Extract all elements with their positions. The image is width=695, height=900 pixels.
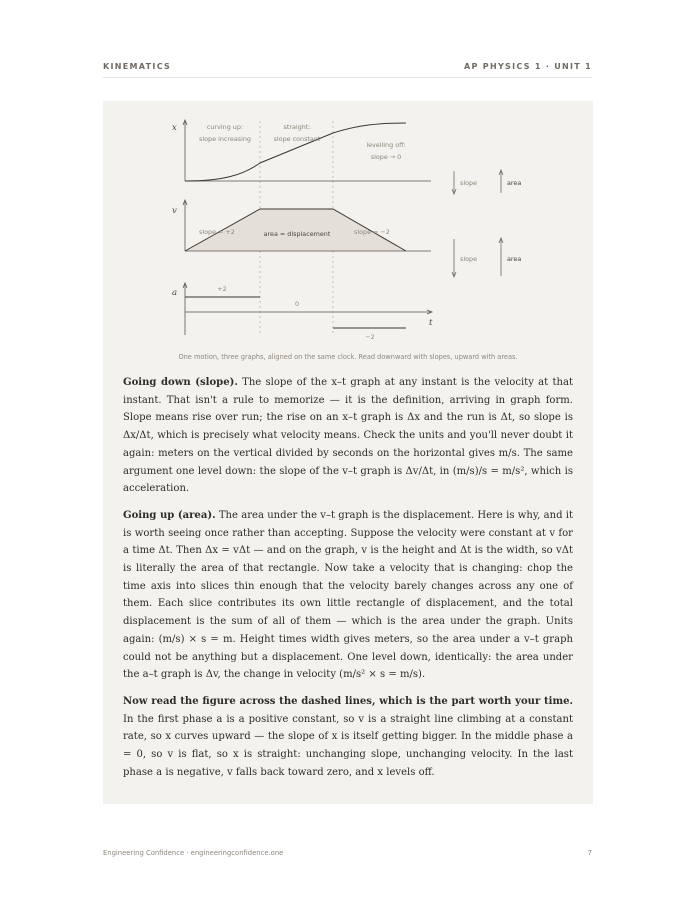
t-axis-label: t (429, 318, 433, 328)
figure-caption: One motion, three graphs, aligned on the same clock. Read downward with slopes, upward with areas. (178, 353, 518, 361)
paragraph-area-lead: Going up (area). (123, 509, 216, 521)
paragraph-slope-lead: Going down (slope). (123, 377, 238, 388)
footer-source: Engineering Confidence · engineeringconfidence.one (103, 849, 284, 857)
paragraph-phases-text: In the first phase a is a positive constant, so v is a straight line climbing at a constant rate, so x curves upward — the slope of x is itself getting bigger. In the middle phase a = 0, so v is flat, so x is straight: unchanging slope, unchanging velocity. In the last phase a is negative, v falls back toward zero, and x levels off. (123, 713, 573, 778)
v-right-slope-label: slope = −2 (354, 228, 390, 236)
paragraph-area-text: The area under the v–t graph is the displacement. Here is why, and it is worth seeing once rather than accepting. Suppose the velocity were constant at v for a time Δt. Then Δx = vΔt — and on the graph, v is the height and Δt is the width, so vΔt is literally the area of that rectangle. Now take a velocity that is changing: chop the time axis into slices thin enough that the velocity barely changes across any one of them. Each slice contributes its own little rectangle of displacement, and the total displacement is the sum of all of them — which is the area under the graph. Units again: (m/s) × s = m. Height times width gives meters, so the area under a v–t graph could not be anything but a displacement. One level down, identically: the area under the a–t graph is Δv, the change in velocity (m/s² × s = m/s). (123, 509, 573, 681)
x-phase3-label-line2: slope → 0 (370, 153, 402, 161)
page-number: 7 (587, 849, 592, 857)
v-left-slope-label: slope = +2 (199, 228, 235, 236)
slope-arrow-label-1: slope (460, 179, 478, 187)
x-phase2-label-line2: slope constant (273, 135, 321, 143)
page-footer (103, 849, 592, 857)
x-position-curve (185, 123, 406, 181)
header-rule (103, 77, 592, 78)
a-phase1-value: +2 (217, 285, 227, 293)
a-axis-label: a (172, 288, 178, 298)
v-axis-label: v (172, 206, 177, 216)
x-axis-label: x (172, 123, 177, 133)
header-section-title: KINEMATICS (103, 62, 172, 71)
body-text (123, 374, 573, 790)
area-arrow-label-2: area (507, 255, 522, 263)
a-phase3-value: −2 (365, 333, 375, 341)
area-arrow-label-1: area (507, 179, 522, 187)
x-phase3-label-line1: levelling off: (366, 141, 406, 149)
x-phase1-label-line2: slope increasing (199, 135, 251, 143)
slope-arrow-label-2: slope (460, 255, 478, 263)
a-phase2-value: 0 (294, 300, 300, 308)
x-phase2-label-line1: straight: (283, 123, 311, 131)
figure-panel (103, 101, 593, 804)
kinematics-figure (103, 101, 593, 371)
paragraph-slope (123, 374, 573, 498)
paragraph-area (123, 507, 573, 684)
header-course-title: AP PHYSICS 1 · UNIT 1 (464, 62, 592, 71)
v-area-label: area = displacement (263, 230, 331, 238)
paragraph-phases-lead: Now read the figure across the dashed lines, which is the part worth your time. (123, 695, 573, 707)
paragraph-slope-text: The slope of the x–t graph at any instant is the velocity at that instant. That isn't a rule to memorize — it is the definition, arriving in graph form. Slope means rise over run; the rise on an x–t graph is Δx and the run is Δt, so slope is Δx/Δt, which is precisely what velocity means. Check the units and you'll never doubt it again: meters on the vertical divided by seconds on the horizontal gives m/s. The same argument one level down: the slope of the v–t graph is Δv/Δt, in (m/s)/s = m/s², which is acceleration. (123, 377, 573, 495)
x-phase1-label-line1: curving up: (206, 123, 244, 131)
running-header (103, 62, 592, 76)
paragraph-phases (123, 693, 573, 782)
